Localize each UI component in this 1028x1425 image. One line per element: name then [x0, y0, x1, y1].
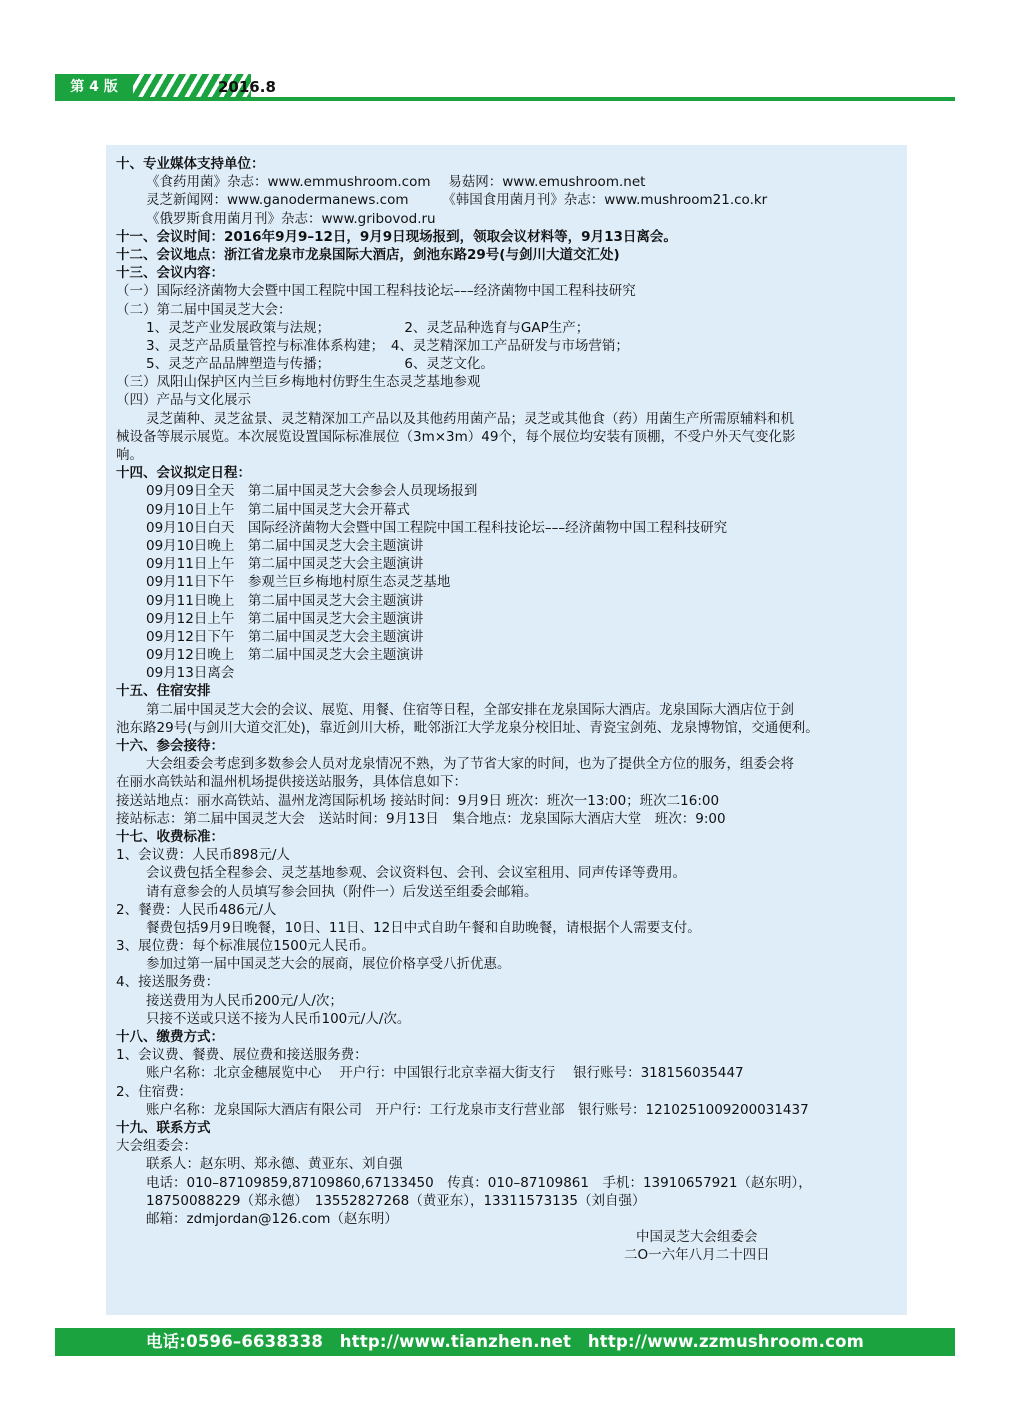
body-line: 1、会议费：人民币898元/人 [116, 847, 290, 864]
body-line: 09月12日上午 第二届中国灵芝大会主题演讲 [146, 610, 424, 627]
footer-contact: 电话:0596–6638338 http://www.tianzhen.net http://www.zzmushroom.com [145, 1332, 865, 1351]
section-heading: 十七、收费标准： [116, 828, 224, 845]
content-panel [106, 145, 907, 1315]
body-line: 09月12日下午 第二届中国灵芝大会主题演讲 [146, 628, 424, 645]
body-line: 池东路29号(与剑川大道交汇处)，靠近剑川大桥，毗邻浙江大学龙泉分校旧址、青瓷宝剑苑、龙泉博物馆，交通便利。 [116, 719, 819, 736]
body-line: 接送站地点：丽水高铁站、温州龙湾国际机场 接站时间：9月9日 班次：班次一13:00；班次二16:00 [116, 792, 720, 809]
body-line: 账户名称：龙泉国际大酒店有限公司 开户行：工行龙泉市支行营业部 银行账号：1210251009200031437 [146, 1101, 809, 1118]
body-text [116, 155, 906, 1264]
body-line: 《食药用菌》杂志：www.emmushroom.com 易菇网：www.emushroom.net [146, 174, 646, 191]
body-line: 09月12日晚上 第二届中国灵芝大会主题演讲 [146, 647, 424, 664]
section-heading: 十八、缴费方式： [116, 1029, 224, 1045]
body-line: 1、灵芝产业发展政策与法规； 2、灵芝品种选育与GAP生产； [146, 319, 590, 336]
page-footer [55, 1328, 955, 1356]
body-line: 4、接送服务费： [116, 974, 220, 991]
body-line: 09月10日上午 第二届中国灵芝大会开幕式 [146, 501, 410, 518]
body-line: 参加过第一届中国灵芝大会的展商，展位价格享受八折优惠。 [146, 956, 511, 973]
body-line: 接站标志：第二届中国灵芝大会 送站时间：9月13日 集合地点：龙泉国际大酒店大堂 班次：9:00 [116, 810, 726, 827]
body-line: 3、灵芝产品质量管控与标准体系构建； 4、灵芝精深加工产品研发与市场营销； [146, 337, 629, 354]
section-heading: 十四、会议拟定日程： [116, 465, 251, 482]
section-heading: 十三、会议内容： [116, 265, 224, 282]
section-heading: 十一、会议时间：2016年9月9–12日，9月9日现场报到，领取会议材料等，9月13日离会。 [116, 228, 677, 245]
body-line: 账户名称：北京金穗展览中心 开户行：中国银行北京幸福大街支行 银行账号：318156035447 [146, 1065, 744, 1082]
section-heading: 十、专业媒体支持单位： [116, 156, 265, 172]
body-line: （一）国际经济菌物大会暨中国工程院中国工程科技论坛–––经济菌物中国工程科技研究 [116, 283, 636, 300]
body-line: 大会组委会： [116, 1138, 197, 1155]
body-line: （四）产品与文化展示 [116, 392, 251, 409]
body-line: 会议费包括全程参会、灵芝基地参观、会议资料包、会刊、会议室租用、同声传译等费用。 [146, 865, 686, 882]
body-line: 中国灵芝大会组委会 [636, 1229, 758, 1246]
section-heading: 十二、会议地点：浙江省龙泉市龙泉国际大酒店，剑池东路29号(与剑川大道交汇处) [116, 246, 620, 263]
body-line: 接送费用为人民币200元/人/次； [146, 992, 343, 1009]
body-line: （三）凤阳山保护区内兰巨乡梅地村仿野生生态灵芝基地参观 [116, 374, 481, 391]
section-heading: 十九、联系方式 [116, 1119, 211, 1136]
body-line: 电话：010–87109859,87109860,67133450 传真：010–87109861 手机：13910657921（赵东明）， [146, 1174, 812, 1191]
body-line: 灵芝新闻网：www.ganodermanews.com 《韩国食用菌月刊》杂志：www.mushroom21.co.kr [146, 192, 768, 209]
body-line: 餐费包括9月9日晚餐，10日、11日、12日中式自助午餐和自助晚餐，请根据个人需要支付。 [146, 919, 701, 936]
body-line: 第二届中国灵芝大会的会议、展览、用餐、住宿等日程，全部安排在龙泉国际大酒店。龙泉国际大酒店位于剑 [146, 701, 794, 718]
body-line: 09月11日下午 参观兰巨乡梅地村原生态灵芝基地 [146, 574, 451, 591]
body-line: 09月13日离会 [146, 665, 235, 682]
body-line: 邮箱：zdmjordan@126.com（赵东明） [146, 1210, 398, 1227]
body-line: 《俄罗斯食用菌月刊》杂志：www.gribovod.ru [146, 210, 436, 227]
body-line: 请有意参会的人员填写参会回执（附件一）后发送至组委会邮箱。 [146, 883, 538, 900]
section-heading: 十五、住宿安排 [116, 683, 211, 700]
body-line: 1、会议费、餐费、展位费和接送服务费： [116, 1047, 368, 1064]
body-line: 09月11日上午 第二届中国灵芝大会主题演讲 [146, 556, 424, 573]
body-line: 灵芝菌种、灵芝盆景、灵芝精深加工产品以及其他药用菌产品；灵芝或其他食（药）用菌生产所需原辅料和机 [146, 410, 794, 427]
body-line: 大会组委会考虑到多数参会人员对龙泉情况不熟，为了节省大家的时间，也为了提供全方位的服务，组委会将 [146, 756, 794, 773]
body-line: 09月10日白天 国际经济菌物大会暨中国工程院中国工程科技论坛–––经济菌物中国工程科技研究 [146, 519, 728, 536]
body-line: 09月11日晚上 第二届中国灵芝大会主题演讲 [146, 592, 424, 609]
body-line: 在丽水高铁站和温州机场提供接送站服务，具体信息如下： [116, 774, 467, 791]
body-line: 只接不送或只送不接为人民币100元/人/次。 [146, 1010, 411, 1027]
body-line: 09月10日晚上 第二届中国灵芝大会主题演讲 [146, 537, 424, 554]
body-line: 09月09日全天 第二届中国灵芝大会参会人员现场报到 [146, 483, 478, 500]
body-line: 2、住宿费： [116, 1083, 193, 1100]
body-line: 18750088229（郑永德） 13552827268（黄亚东），13311573135（刘自强） [146, 1192, 646, 1209]
section-heading: 十六、参会接待： [116, 738, 224, 754]
body-line: 二O一六年八月二十四日 [624, 1247, 770, 1264]
body-line: （二）第二届中国灵芝大会： [116, 301, 292, 318]
body-line: 联系人：赵东明、郑永德、黄亚东、刘自强 [146, 1156, 403, 1173]
page-number-tag: 第 4 版 [55, 74, 133, 100]
body-line: 3、展位费：每个标准展位1500元人民币。 [116, 938, 375, 955]
body-line: 响。 [116, 447, 143, 463]
issue-date: 2016.8 [218, 78, 276, 96]
header-rule [55, 97, 955, 101]
body-line: 2、餐费：人民币486元/人 [116, 901, 277, 918]
body-line: 5、灵芝产品品牌塑造与传播； 6、灵芝文化。 [146, 356, 494, 373]
body-line: 械设备等展示展览。本次展览设置国际标准展位（3m×3m）49个，每个展位均安装有顶棚，不受户外天气变化影 [116, 428, 796, 445]
